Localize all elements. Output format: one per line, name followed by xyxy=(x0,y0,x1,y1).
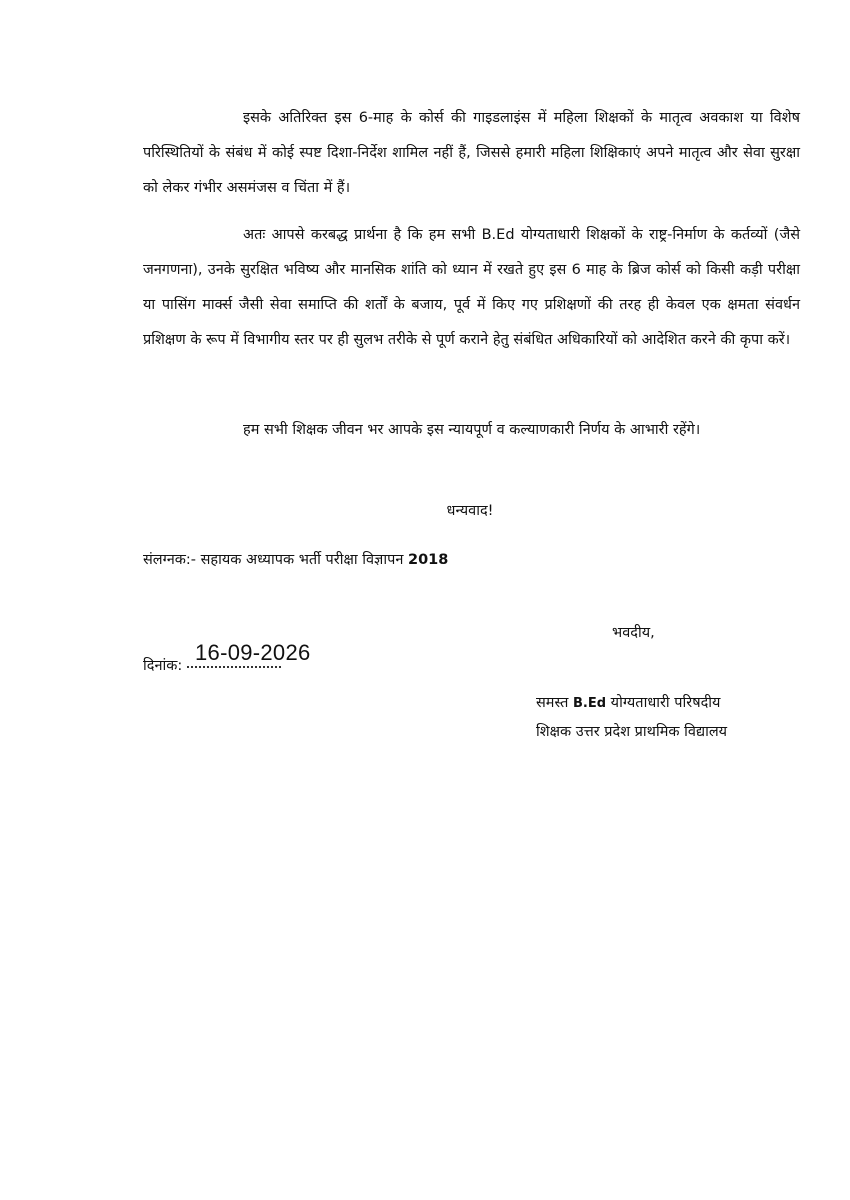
signature-suffix: योग्यताधारी परिषदीय xyxy=(610,695,721,711)
signature-prefix: समस्त xyxy=(536,695,569,711)
date-dotted-line xyxy=(187,666,281,668)
thanks-text: धन्यवाद! xyxy=(446,503,494,519)
signature-bed: B.Ed xyxy=(573,696,607,711)
enclosure-label: संलग्नक:- सहायक अध्यापक भर्ती परीक्षा विज्ञापन xyxy=(143,552,404,568)
enclosure-line xyxy=(143,549,448,569)
letter-paragraph-request: अतः आपसे करबद्ध प्रार्थना है कि हम सभी B.Ed योग्यताधारी शिक्षकों के राष्ट्र-निर्माण के कर्तव्यों (जैसे जनगणना), उनके सुरक्षित भविष्य और मानसिक शांति को ध्यान में रखते हुए इस 6 माह के ब्रिज कोर्स को किसी कड़ी परीक्षा या पासिंग मार्क्स जैसी सेवा समाप्ति की शर्तों के बजाय, पूर्व में किए गए प्रशिक्षणों की तरह ही केवल एक क्षमता संवर्धन प्रशिक्षण के रूप में विभागीय स्तर पर ही सुलभ तरीके से पूर्ण कराने हेतु संबंधित अधिकारियों को आदेशित करने की कृपा करें। xyxy=(143,227,800,348)
date-value: 16-09-2026 xyxy=(195,640,311,665)
signature-line-1 xyxy=(536,692,720,712)
enclosure-year: 2018 xyxy=(407,552,449,568)
letter-paragraph-guidelines: इसके अतिरिक्त इस 6-माह के कोर्स की गाइडलाइंस में महिला शिक्षकों के मातृत्व अवकाश या विशेष परिस्थितियों के संबंध में कोई स्पष्ट दिशा-निर्देश शामिल नहीं हैं, जिससे हमारी महिला शिक्षिकाएं अपने मातृत्व और सेवा सुरक्षा को लेकर गंभीर असमंजस व चिंता में हैं। xyxy=(143,110,800,196)
date-label: दिनांक: xyxy=(143,658,183,674)
signature-line-2: शिक्षक उत्तर प्रदेश प्राथमिक विद्यालय xyxy=(536,724,728,740)
closing-salutation: भवदीय, xyxy=(612,625,655,641)
letter-paragraph-gratitude: हम सभी शिक्षक जीवन भर आपके इस न्यायपूर्ण व कल्याणकारी निर्णय के आभारी रहेंगे। xyxy=(243,422,701,438)
